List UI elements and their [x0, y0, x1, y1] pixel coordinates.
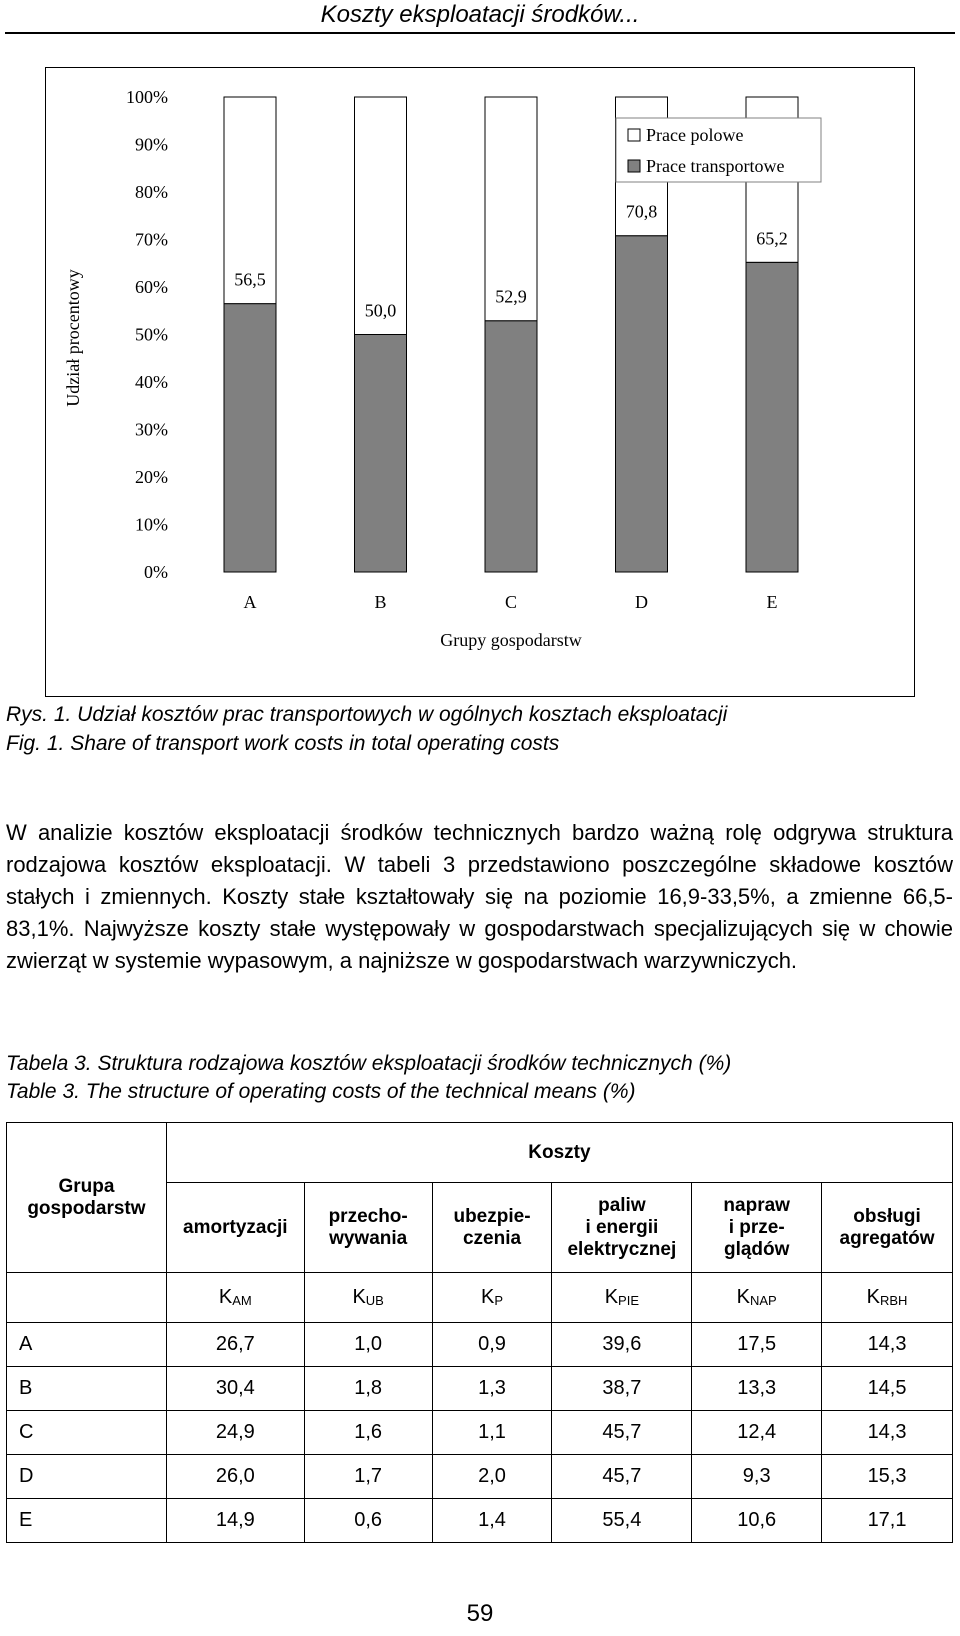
symbol-cell: [304, 1273, 432, 1323]
symbol-letter: K: [352, 1286, 366, 1308]
symbol-cell: [166, 1273, 304, 1323]
y-tick-label: 40%: [135, 372, 168, 392]
x-tick-label: A: [243, 592, 257, 612]
y-tick-label: 30%: [135, 419, 168, 440]
symbol-letter: K: [736, 1286, 750, 1308]
table-cell: 9,3: [692, 1455, 822, 1499]
data-label: 56,5: [234, 269, 266, 290]
header-row-symbols: [7, 1273, 953, 1323]
header-column-label: napraw: [723, 1194, 790, 1216]
symbol-cell: [822, 1273, 953, 1323]
header-column-1: [304, 1183, 432, 1273]
header-row-costs: [7, 1123, 953, 1183]
chart-frame: [45, 67, 915, 697]
costs-structure-table: [6, 1122, 953, 1543]
symbol-cell: [552, 1273, 692, 1323]
table-caption-en: Table 3. The structure of operating costs of the technical means (%): [6, 1080, 636, 1103]
table-body: [7, 1323, 953, 1543]
header-costs: Koszty: [166, 1123, 952, 1183]
y-tick-label: 100%: [126, 87, 168, 107]
table-row: [7, 1367, 953, 1411]
header-column-label: czenia: [462, 1227, 522, 1249]
header-column-3: [552, 1183, 692, 1273]
y-tick-label: 50%: [135, 324, 168, 345]
y-tick-label: 0%: [144, 562, 168, 582]
body-paragraph: W analizie kosztów eksploatacji środków technicznych bardzo ważną rolę odgrywa struktura rodzajowa kosztów eksploatacji. W tabeli 3 przedstawiono poszczególne składowe kosztów stałych i zmiennych. Koszty stałe kształtowały się na poziomie 16,9-33,5%, a zmienne 66,5-83,1%. Najwyższe koszty stałe występowały w gospodarstwach specjalizujących się w chowie zwierząt w systemie wypasowym, a najniższe w gospodarstwach warzywniczych.: [6, 820, 953, 973]
table-cell: 1,3: [432, 1367, 552, 1411]
table-row: [7, 1455, 953, 1499]
legend: [616, 118, 821, 182]
table-cell: 17,5: [692, 1323, 822, 1367]
table-cell: 10,6: [692, 1499, 822, 1543]
table-cell: 14,3: [822, 1411, 953, 1455]
bar-segment-transport-a: [224, 304, 276, 572]
header-column-label: obsługi: [853, 1205, 921, 1227]
table-cell: 1,1: [432, 1411, 552, 1455]
symbol-letter: K: [866, 1286, 880, 1308]
table-cell: 39,6: [552, 1323, 692, 1367]
data-label: 52,9: [495, 286, 527, 307]
running-head: Koszty eksploatacji środków...: [5, 0, 955, 34]
header-column-label: ubezpie-: [453, 1205, 531, 1227]
table-cell: 2,0: [432, 1455, 552, 1499]
header-column-label: paliw: [598, 1194, 646, 1216]
table-row: [7, 1499, 953, 1543]
header-column-label: przecho-: [328, 1205, 408, 1227]
y-tick-label: 10%: [135, 514, 168, 535]
legend-label-prace-transportowe: Prace transportowe: [646, 156, 785, 176]
row-group-label: C: [7, 1411, 167, 1455]
header-column-label: i prze-: [728, 1216, 785, 1238]
page-number: 59: [466, 1600, 494, 1627]
header-group-line1: Grupa: [58, 1175, 115, 1197]
x-axis-title: Grupy gospodarstw: [440, 630, 582, 650]
header-column-0: [166, 1183, 304, 1273]
table-cell: 0,6: [304, 1499, 432, 1543]
table-cell: 26,0: [166, 1455, 304, 1499]
table-cell: 1,8: [304, 1367, 432, 1411]
legend-swatch-prace-transportowe: [628, 160, 640, 172]
table-cell: 38,7: [552, 1367, 692, 1411]
stacked-bar-chart: [46, 68, 914, 696]
y-tick-label: 80%: [135, 182, 168, 202]
table-cell: 14,9: [166, 1499, 304, 1543]
y-axis-title-group: [63, 269, 83, 406]
data-label: 50,0: [364, 300, 397, 321]
table-cell: 30,4: [166, 1367, 304, 1411]
header-column-label: agregatów: [839, 1227, 935, 1249]
symbol-cell: [692, 1273, 822, 1323]
figure-caption-en: Fig. 1. Share of transport work costs in total operating costs: [6, 732, 560, 755]
symbol-subscript: RBH: [879, 1293, 908, 1308]
row-group-label: A: [7, 1323, 167, 1367]
table-cell: 17,1: [822, 1499, 953, 1543]
header-column-5: [822, 1183, 953, 1273]
y-tick-label: 70%: [135, 229, 168, 250]
y-tick-label: 60%: [135, 277, 168, 297]
legend-swatch-prace-polowe: [628, 129, 640, 141]
header-column-label: glądów: [723, 1238, 790, 1260]
table-cell: 1,4: [432, 1499, 552, 1543]
symbol-letter: K: [604, 1286, 619, 1308]
y-tick-label: 90%: [135, 134, 168, 155]
symbol-letter: K: [480, 1286, 495, 1308]
header-column-label: wywania: [329, 1227, 408, 1249]
symbol-subscript: AM: [232, 1293, 252, 1308]
bar-segment-field-b: [355, 97, 407, 335]
x-tick-label: C: [504, 592, 518, 612]
data-label: 70,8: [625, 201, 658, 222]
symbol-subscript: P: [494, 1293, 503, 1308]
table-cell: 45,7: [552, 1455, 692, 1499]
symbol-letter: K: [218, 1286, 233, 1308]
header-column-4: [692, 1183, 822, 1273]
header-column-label: amortyzacji: [183, 1216, 288, 1238]
bar-segment-transport-e: [746, 262, 798, 572]
header-column-2: [432, 1183, 552, 1273]
row-group-label: E: [7, 1499, 167, 1543]
table-row: [7, 1323, 953, 1367]
table-row: [7, 1411, 953, 1455]
header-column-label: elektrycznej: [567, 1238, 677, 1260]
table-cell: 14,3: [822, 1323, 953, 1367]
x-tick-label: B: [374, 592, 387, 612]
table-cell: 1,7: [304, 1455, 432, 1499]
x-tick-label: D: [635, 592, 648, 612]
symbol-cell-empty: [7, 1273, 167, 1323]
header-column-label: i energii: [585, 1216, 659, 1238]
symbol-subscript: PIE: [618, 1293, 640, 1308]
header-group-line2: gospodarstw: [27, 1197, 146, 1219]
row-group-label: B: [7, 1367, 167, 1411]
table-cell: 24,9: [166, 1411, 304, 1455]
symbol-subscript: NAP: [750, 1293, 777, 1308]
legend-label-prace-polowe: Prace polowe: [646, 125, 744, 145]
y-tick-label: 20%: [135, 467, 168, 487]
x-ticks: [244, 592, 778, 612]
figure-caption-pl: Rys. 1. Udział kosztów prac transportowych w ogólnych kosztach eksploatacji: [6, 703, 728, 726]
symbol-subscript: UB: [365, 1293, 384, 1308]
table-cell: 26,7: [166, 1323, 304, 1367]
bar-segment-transport-c: [485, 321, 537, 572]
y-axis-title: Udział procentowy: [63, 269, 83, 407]
x-tick-label: E: [766, 592, 778, 612]
table-cell: 14,5: [822, 1367, 953, 1411]
bar-segment-transport-b: [355, 335, 407, 573]
table-cell: 15,3: [822, 1455, 953, 1499]
table-cell: 55,4: [552, 1499, 692, 1543]
symbol-cell: [432, 1273, 552, 1323]
table-cell: 13,3: [692, 1367, 822, 1411]
table-cell: 12,4: [692, 1411, 822, 1455]
row-group-label: D: [7, 1455, 167, 1499]
header-group: [7, 1123, 167, 1273]
table-caption-pl: Tabela 3. Struktura rodzajowa kosztów eksploatacji środków technicznych (%): [6, 1052, 732, 1075]
table-cell: 0,9: [432, 1323, 552, 1367]
table-cell: 45,7: [552, 1411, 692, 1455]
y-ticks: [126, 87, 168, 582]
table-cell: 1,6: [304, 1411, 432, 1455]
data-label: 65,2: [756, 228, 788, 249]
bar-segment-transport-d: [616, 236, 668, 572]
table-cell: 1,0: [304, 1323, 432, 1367]
